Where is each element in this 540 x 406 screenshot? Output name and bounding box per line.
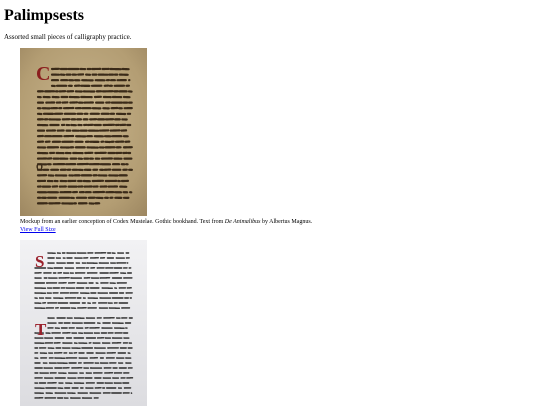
calligraphy-manuscript-image — [20, 240, 147, 406]
manuscript-image-2[interactable] — [20, 240, 147, 406]
svg-text:C: C — [36, 63, 50, 85]
page-title: Palimpsests — [4, 6, 84, 26]
image-caption — [20, 218, 312, 226]
caption-suffix: by Albertus Magnus. — [260, 219, 312, 225]
svg-text:S: S — [35, 252, 44, 271]
manuscript-image-1[interactable] — [20, 48, 147, 216]
caption-book-title: De Animalibus — [225, 219, 261, 225]
calligraphy-manuscript-image — [20, 48, 147, 216]
svg-text:T: T — [35, 320, 47, 339]
svg-text:O: O — [36, 162, 43, 172]
caption-prefix: Mockup from an earlier conception of Codex Mustelae. Gothic bookhand. Text from — [20, 219, 225, 225]
view-full-size-link[interactable]: View Full Size — [20, 226, 56, 234]
page-subtitle: Assorted small pieces of calligraphy practice. — [4, 33, 132, 42]
